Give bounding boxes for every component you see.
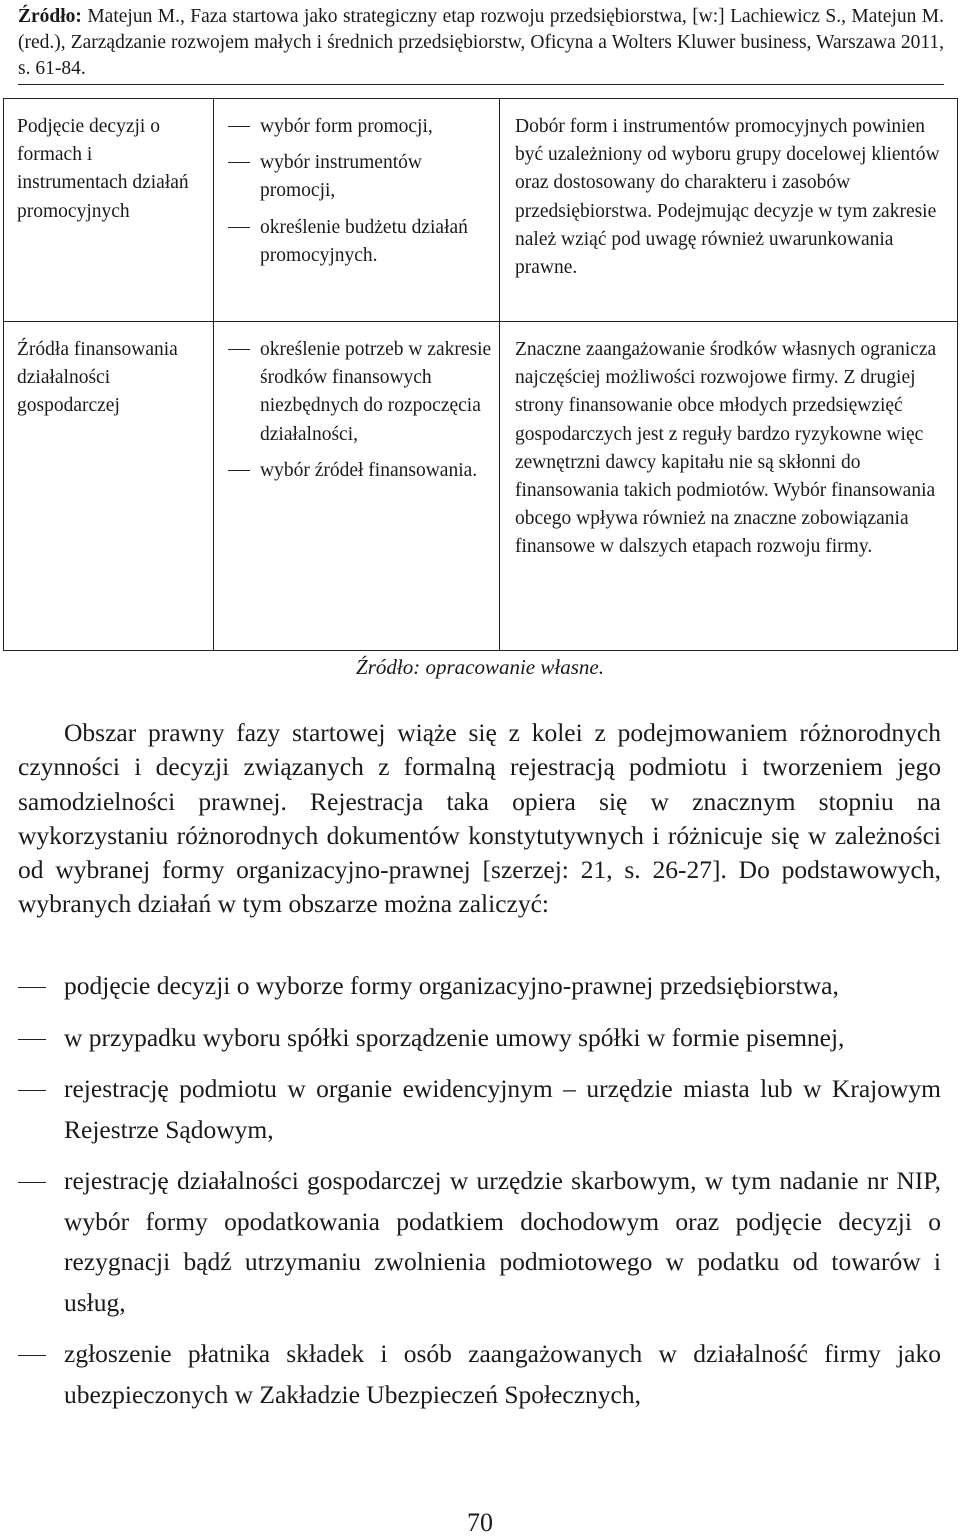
table-row [4, 322, 958, 651]
body-paragraph: Obszar prawny fazy startowej wiąże się z kolei z podejmowaniem różnorodnych czynności i decyzji związanych z formalną rejestracją podmiotu i tworzeniem jego samodzielności prawnej. Rejestracja taka opiera się w znacznym stopniu na wykorzystaniu różnorodnych dokumentów konstytutywnych i różnicuje się w zależności od wybranej formy organizacyjno-prawnej [szerzej: 21, s. 26-27]. Do podstawowych, wybranych działań w tym obszarze można zaliczyć: [18, 718, 941, 919]
area-cell: Źródła finansowania działalności gospodarczej [4, 322, 214, 651]
page-number: 70 [467, 1508, 493, 1537]
list-item: zgłoszenie płatnika składek i osób zaangażowanych w działalność firmy jako ubezpieczonych w Zakładzie Ubezpieczeń Społecznych, [18, 1334, 941, 1415]
source-label: Źródło: [18, 6, 82, 27]
list-item: rejestrację podmiotu w organie ewidencyjnym – urzędzie miasta lub w Krajowym Rejestrze Sądowym, [18, 1069, 941, 1150]
list-item: rejestrację działalności gospodarczej w urzędzie skarbowym, w tym nadanie nr NIP, wybór formy opodatkowania podatkiem dochodowym oraz podjęcie decyzji o rezygnacji bądź utrzymaniu zwolnienia podmiotowego w podatku od towarów i usług, [18, 1161, 941, 1323]
comment-cell: Znaczne zaangażowanie środków własnych ogranicza najczęściej możliwości rozwojowe firmy. Z drugiej strony finansowanie obce młodych przedsięwzięć gospodarczych jest z reguły bardzo ryzykowne więc zewnętrzni dawcy kapitału nie są skłonni do finansowania takich podmiotów. Wybór finansowania obcego wpływa również na znaczne zobowiązania finansowe w dalszych etapach rozwoju firmy. [500, 322, 958, 651]
action-item: określenie potrzeb w zakresie środków finansowych niezbędnych do rozpoczęcia działalności, [228, 336, 493, 449]
actions-cell [214, 99, 500, 322]
figure-source: Źródło: opracowanie własne. [356, 655, 604, 679]
actions-cell [214, 322, 500, 651]
list-item: podjęcie decyzji o wyborze formy organizacyjno-prawnej przedsiębiorstwa, [18, 966, 941, 1007]
action-item: określenie budżetu działań promocyjnych. [228, 214, 493, 270]
phase-activities-table [3, 98, 958, 651]
actions-list [228, 113, 493, 270]
area-cell: Podjęcie decyzji o formach i instrumentach działań promocyjnych [4, 99, 214, 322]
actions-list [228, 336, 493, 485]
source-citation-text: Matejun M., Faza startowa jako strategiczny etap rozwoju przedsiębiorstwa, [w:] Lachiewicz S., Matejun M. (red.), Zarządzanie rozwojem małych i średnich przedsiębiorstw, Oficyna a Wolters Kluwer business, Warszawa 2011, s. 61-84. [18, 6, 944, 79]
list-item: w przypadku wyboru spółki sporządzenie umowy spółki w formie pisemnej, [18, 1018, 941, 1059]
action-item: wybór instrumentów promocji, [228, 149, 493, 205]
top-source-citation [18, 4, 944, 85]
action-item: wybór źródeł finansowania. [228, 457, 493, 485]
comment-cell: Dobór form i instrumentów promocyjnych powinien być uzależniony od wyboru grupy docelowej klientów oraz dostosowany do charakteru i zasobów przedsiębiorstwa. Podejmując decyzje w tym zakresie należ wziąć pod uwagę również uwarunkowania prawne. [500, 99, 958, 322]
table-row [4, 99, 958, 322]
action-item: wybór form promocji, [228, 113, 493, 141]
legal-actions-list [18, 966, 941, 1426]
